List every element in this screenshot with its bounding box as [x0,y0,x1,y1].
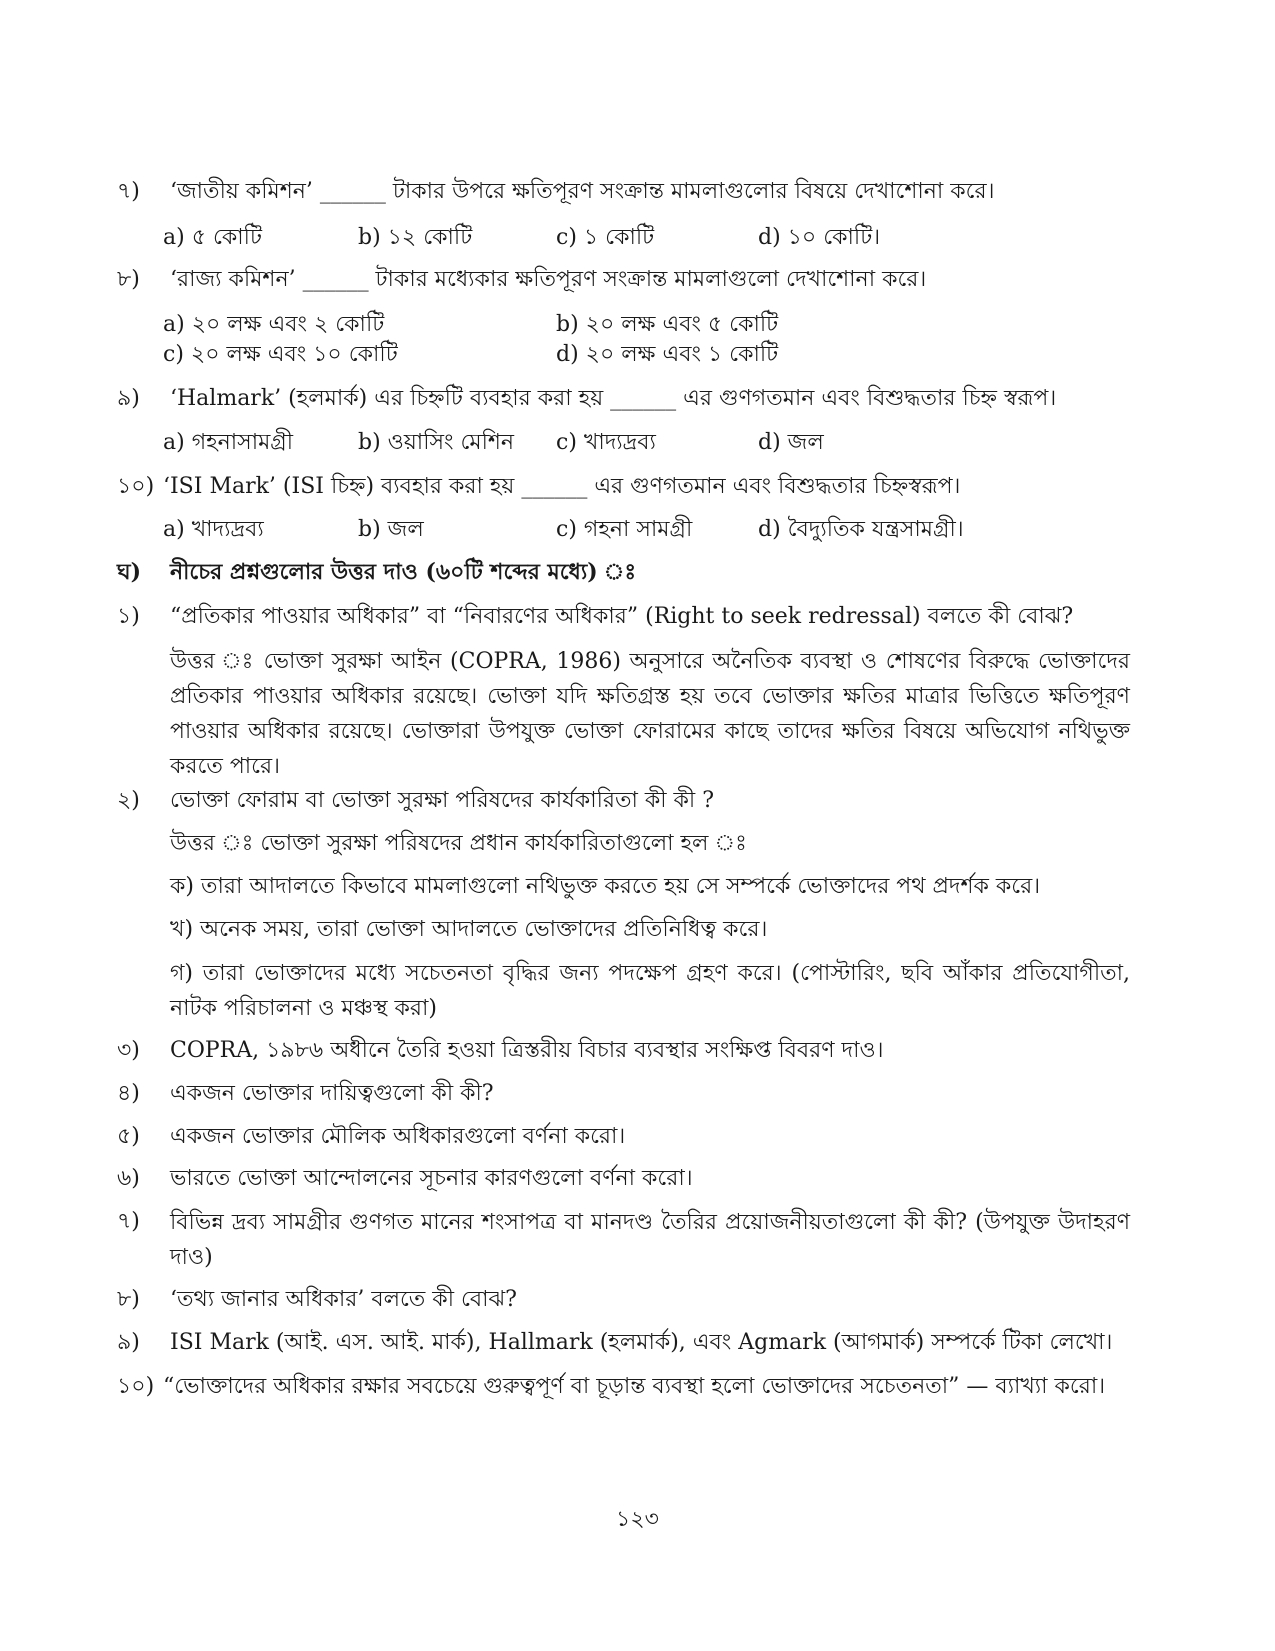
question-text: ‘ISI Mark’ (ISI চিহ্ন) ব্যবহার করা হয় ______ এর গুণগতমান এবং বিশুদ্ধতার চিহ্নস্বরূপ। [163,474,961,499]
option-d: d) ১০ কোটি। [758,225,881,250]
answer-point-ka: ক) তারা আদালতে কিভাবে মামলাগুলো নথিভুক্ত করতে হয় সে সম্পর্কে ভোক্তাদের পথ প্রদর্শক করে। [170,874,1041,899]
option-d: d) বৈদ্যুতিক যন্ত্রসামগ্রী। [758,517,964,542]
question-number: ৮) [117,267,140,292]
question-text: “ভোক্তাদের অধিকার রক্ষার সবচেয়ে গুরুত্বপূর্ণ বা চূড়ান্ত ব্যবস্থা হলো ভোক্তাদের সচেতনতা” — ব্যাখ্যা করো। [163,1374,1106,1399]
question-number: ১০) [117,1374,155,1399]
section-label: ঘ) [117,559,141,585]
page-number: ১২৩ [616,1507,659,1532]
question-text: ভোক্তা ফোরাম বা ভোক্তা সুরক্ষা পরিষদের কার্যকারিতা কী কী ? [170,788,714,813]
section-title: নীচের প্রশ্নগুলোর উত্তর দাও (৬০টি শব্দের মধ্যে) ঃ [170,559,637,585]
question-number: ৩) [117,1038,140,1063]
question-number: ২) [117,788,140,813]
option-b: b) ২০ লক্ষ এবং ৫ কোটি [556,312,779,337]
question-text: ভারতে ভোক্তা আন্দোলনের সূচনার কারণগুলো বর্ণনা করো। [170,1166,693,1191]
question-text: ‘Halmark’ (হলমার্ক) এর চিহ্নটি ব্যবহার করা হয় ______ এর গুণগতমান এবং বিশুদ্ধতার চিহ্ন স্বরূপ। [170,386,1057,411]
short-question-7-text: বিভিন্ন দ্রব্য সামগ্রীর গুণগত মানের শংসাপত্র বা মানদণ্ড তৈরির প্রয়োজনীয়তাগুলো কী কী? (উপযুক্ত উদাহরণ দাও) [170,1210,1130,1270]
option-c: c) গহনা সামগ্রী [556,517,693,542]
option-d: d) জল [758,430,824,455]
question-text: ‘তথ্য জানার অধিকার’ বলতে কী বোঝ? [170,1287,517,1312]
question-number: ১) [117,604,140,629]
question-number: ৬) [117,1166,140,1191]
question-number: ৭) [117,179,140,204]
question-text: ISI Mark (আই. এস. আই. মার্ক), Hallmark (হলমার্ক), এবং Agmark (আগমার্ক) সম্পর্কে টিকা লেখো। [170,1330,1113,1355]
question-number: ১০) [117,474,155,499]
question-text: ‘জাতীয় কমিশন’ ______ টাকার উপরে ক্ষতিপূরণ সংক্রান্ত মামলাগুলোর বিষয়ে দেখাশোনা করে। [170,179,995,204]
option-c: c) খাদ্যদ্রব্য [556,430,656,455]
option-c: c) ২০ লক্ষ এবং ১০ কোটি [163,342,398,367]
question-text: ‘রাজ্য কমিশন’ ______ টাকার মধ্যেকার ক্ষতিপূরণ সংক্রান্ত মামলাগুলো দেখাশোনা করে। [170,267,927,292]
answer-point-ga: গ) তারা ভোক্তাদের মধ্যে সচেতনতা বৃদ্ধির জন্য পদক্ষেপ গ্রহণ করে। (পোস্টারিং, ছবি আঁকার প্রতিযোগীতা, নাটক পরিচালনা ও মঞ্চস্থ করা) [170,961,1130,1021]
option-a: a) খাদ্যদ্রব্য [163,517,264,542]
question-number: ৯) [117,1330,140,1355]
option-a: a) ২০ লক্ষ এবং ২ কোটি [163,312,385,337]
answer-intro: উত্তর ঃ ভোক্তা সুরক্ষা পরিষদের প্রধান কার্যকারিতাগুলো হল ঃ [170,831,747,856]
answer-paragraph: উত্তর ঃ ভোক্তা সুরক্ষা আইন (COPRA, 1986) অনুসারে অনৈতিক ব্যবস্থা ও শোষণের বিরুদ্ধে ভোক্তাদের প্রতিকার পাওয়ার অধিকার রয়েছে। ভোক্তা যদি ক্ষতিগ্রস্ত হয় তবে ভোক্তার ক্ষতির মাত্রার ভিত্তিতে ক্ষতিপূরণ পাওয়ার অধিকার রয়েছে। ভোক্তারা উপযুক্ত ভোক্তা ফোরামের কাছে তাদের ক্ষতির বিষয়ে অভিযোগ নথিভুক্ত করতে পারে। [170,649,1130,779]
question-number: ৭) [117,1209,140,1234]
question-number: ৯) [117,386,140,411]
option-b: b) ১২ কোটি [358,225,473,250]
question-text: “প্রতিকার পাওয়ার অধিকার” বা “নিবারণের অধিকার” (Right to seek redressal) বলতে কী বোঝ? [170,604,1074,629]
option-c: c) ১ কোটি [556,225,655,250]
option-a: a) গহনাসামগ্রী [163,430,294,455]
option-b: b) ওয়াসিং মেশিন [358,430,515,455]
question-number: ৮) [117,1287,140,1312]
question-number: ৫) [117,1124,140,1149]
question-number: ৪) [117,1081,140,1106]
option-b: b) জল [358,517,424,542]
option-d: d) ২০ লক্ষ এবং ১ কোটি [556,342,779,367]
question-text: COPRA, ১৯৮৬ অধীনে তৈরি হওয়া ত্রিস্তরীয় বিচার ব্যবস্থার সংক্ষিপ্ত বিবরণ দাও। [170,1038,884,1063]
question-text: একজন ভোক্তার মৌলিক অধিকারগুলো বর্ণনা করো। [170,1124,626,1149]
answer-point-kha: খ) অনেক সময়, তারা ভোক্তা আদালতে ভোক্তাদের প্রতিনিধিত্ব করে। [170,917,768,942]
question-text: একজন ভোক্তার দায়িত্বগুলো কী কী? [170,1081,494,1106]
option-a: a) ৫ কোটি [163,225,262,250]
